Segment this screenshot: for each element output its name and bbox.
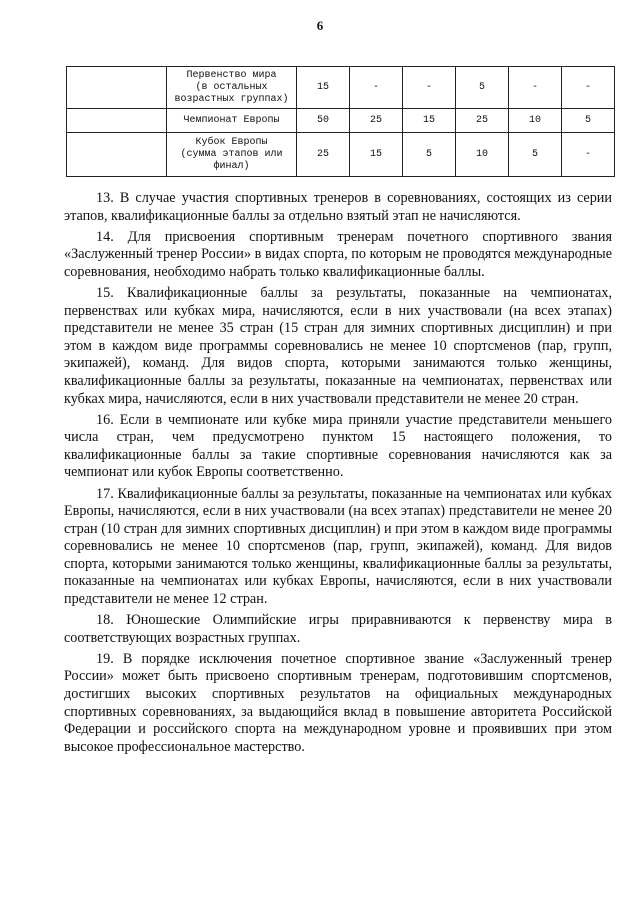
table-row: [67, 67, 615, 109]
paragraph-19: 19. В порядке исключения почетное спортивное звание «Заслуженный тренер России» может быть присвоено спортивным тренерам, подготовившим спортсменов, достигших высоких спортивных результатов на официальных международных спортивных соревнованиях, за выдающийся вклад в повышение авторитета Российской Федерации и российского спорта на международном уровне и проявивших при этом высокое профессиональное мастерство.: [64, 650, 612, 755]
table-row-label: Кубок Европы (сумма этапов или финал): [167, 133, 297, 177]
paragraph-15: 15. Квалификационные баллы за результаты, показанные на чемпионатах, первенствах или кубках мира, начисляются, если в них участвовали (на всех этапах) представители не менее 35 стран (15 стран для зимних спортивных дисциплин) и при этом в каждом виде программы соревновались не менее 10 спортсменов (пар, групп, экипажей), команд. Для видов спорта, которыми занимаются только женщины, квалификационные баллы за результаты, показанные на чемпионатах, первенствах или кубках мира, начисляются, если в них участвовали представители не менее 20 стран.: [64, 284, 612, 407]
page-number: 6: [316, 18, 324, 33]
table-cell: -: [562, 67, 615, 109]
table-cell-empty: [67, 133, 167, 177]
table-cell: -: [509, 67, 562, 109]
paragraph-14: 14. Для присвоения спортивным тренерам почетного спортивного звания «Заслуженный тренер России» в видах спорта, по которым не проводятся международные соревнования, необходимо набрать только квалификационные баллы.: [64, 228, 612, 280]
table-cell: -: [403, 67, 456, 109]
table-row-label: Чемпионат Европы: [167, 109, 297, 133]
table-cell: 5: [562, 109, 615, 133]
paragraph-18: 18. Юношеские Олимпийские игры приравниваются к первенству мира в соответствующих возрастных группах.: [64, 612, 612, 646]
document-body: [64, 190, 612, 760]
table-cell: 15: [350, 133, 403, 177]
table-cell: 10: [456, 133, 509, 177]
table-cell: 5: [403, 133, 456, 177]
table-cell: 10: [509, 109, 562, 133]
table-cell: 5: [456, 67, 509, 109]
paragraph-16: 16. Если в чемпионате или кубке мира приняли участие представители меньшего числа стран, чем предусмотрено пунктом 15 настоящего положения, то квалификационные баллы за такие спортивные соревнования начисляются как за чемпионат или кубок Европы соответственно.: [64, 411, 612, 481]
table-cell: 25: [297, 133, 350, 177]
table-cell: 25: [350, 109, 403, 133]
paragraph-17: 17. Квалификационные баллы за результаты, показанные на чемпионатах или кубках Европы, начисляются, если в них участвовали (на всех этапах) представители не менее 20 стран (10 стран для зимних спортивных дисциплин) и при этом в каждом виде программы соревновались не менее 10 спортсменов (пар, групп, экипажей), команд. Для видов спорта, которыми занимаются только женщины, квалификационные баллы за результаты, показанные на чемпионатах или кубках Европы, начисляются, если в них участвовали представители не менее 12 стран.: [64, 485, 612, 608]
table-cell: 15: [403, 109, 456, 133]
qualification-points-table: [66, 66, 615, 177]
table-row: [67, 109, 615, 133]
table-cell-empty: [67, 109, 167, 133]
table-cell: 15: [297, 67, 350, 109]
table-cell: 25: [456, 109, 509, 133]
table-cell: 50: [297, 109, 350, 133]
table-cell: -: [562, 133, 615, 177]
paragraph-13: 13. В случае участия спортивных тренеров в соревнованиях, состоящих из серии этапов, квалификационные баллы за отдельно взятый этап не начисляются.: [64, 190, 612, 224]
table-cell-empty: [67, 67, 167, 109]
table-cell: -: [350, 67, 403, 109]
table-row-label: Первенство мира (в остальных возрастных группах): [167, 67, 297, 109]
table-row: [67, 133, 615, 177]
table-cell: 5: [509, 133, 562, 177]
